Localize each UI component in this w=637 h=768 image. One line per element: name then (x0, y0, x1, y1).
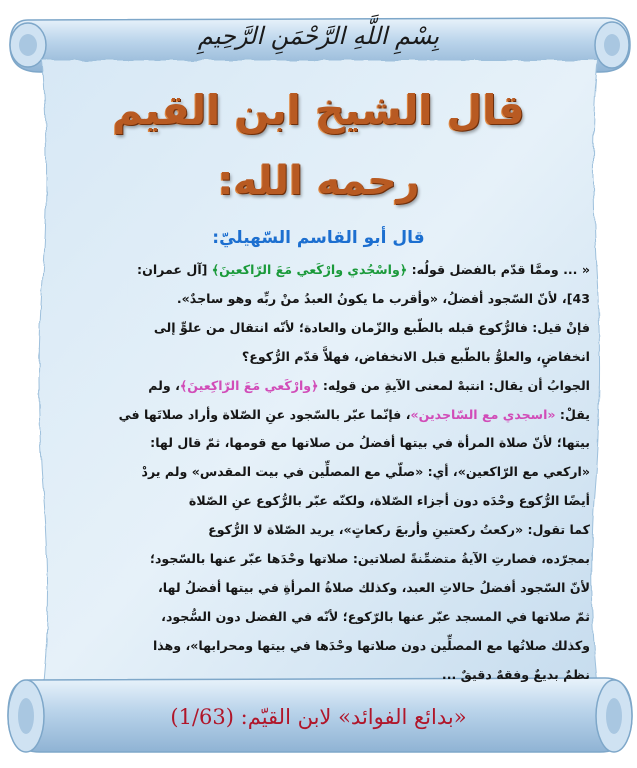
line-text: ، ولم (148, 377, 180, 393)
line-text: « ... وممَّا قدّم بالفضل قولُه: (407, 262, 590, 277)
source-citation: «بدائع الفوائد» لابن القيّم: (1/63) (170, 705, 467, 729)
quote-line (48, 661, 590, 690)
quote-line (48, 372, 590, 401)
line-text: «اركعي مع الرّاكعين»، أي: «صلّي مع المصلِّين في بيت المقدس» ولم يردْ (141, 464, 590, 480)
quote-line (48, 314, 590, 343)
line-text: كما تقول: «ركعتُ ركعتينِ وأربعَ ركعاتٍ»، يريد الصّلاة لا الرُّكوع (208, 522, 590, 538)
line-text: [آل عمران: (137, 262, 212, 277)
quote-line (48, 285, 590, 314)
quote-line (48, 516, 590, 545)
quote-body (48, 256, 590, 690)
line-text: بيتها؛ لأنّ صلاة المرأة في بيتها أفضلُ من صلاتها مع قومها، ثمّ قال لها: (150, 435, 590, 451)
line-text: ، فإنّما عبّر بالسّجود عنِ الصّلاة وأراد صلاتَها في (118, 406, 411, 422)
page-subtitle: رحمه الله: (217, 158, 420, 204)
highlighted-quote: «اسجدي مع السّاجدين» (410, 406, 556, 422)
line-text: فإنْ قيل: فالرُّكوع قبله بالطّبع والزّمان والعادة؛ لأنّه انتقال من علوٍّ إلى (153, 319, 590, 335)
quote-line (48, 487, 590, 516)
quote-line (48, 574, 590, 603)
quote-line (48, 545, 590, 574)
line-text: نظمٌ بديعٌ وفقهٌ دقيقٌ ... (441, 666, 590, 682)
page-title: قال الشيخ ابن القيم (112, 86, 525, 134)
line-text: الجوابُ أن يقال: انتبهْ لمعنى الآيةِ من قولِه: (318, 377, 590, 393)
quote-line (48, 632, 590, 661)
quote-line (48, 603, 590, 632)
speaker-heading: قال أبو القاسم السّهيليّ: (212, 228, 425, 248)
line-text: لأنّ السّجود أفضلُ حالاتِ العبد، وكذلك صلاةُ المرأةِ في بيتها أفضلُ لها، (158, 579, 590, 595)
quote-line (48, 429, 590, 458)
line-text: أيضًا الرُّكوع وحْدَه دون أجزاء الصّلاة، ولكنّه عبّر بالرُّكوع عنِ الصّلاة (188, 493, 590, 509)
quote-line (48, 343, 590, 372)
line-text: يقلْ: (555, 406, 590, 422)
quote-line (48, 458, 590, 487)
bismillah-calligraphy: بِسْمِ اللَّهِ الرَّحْمَنِ الرَّحِيمِ (197, 22, 440, 50)
highlighted-quote: ﴿وارْكَعي مَعَ الرّاكِعينَ﴾ (179, 377, 319, 393)
quote-line (48, 256, 590, 285)
line-text: انخفاضٍ، والعلوُّ بالطّبع قبل الانخفاض، فهلاَّ قدّم الرُّكوع؟ (241, 348, 590, 364)
quote-line (48, 401, 590, 430)
line-text: وكذلك صلاتُها مع المصلِّين دون صلاتها وحْدَها في بيتها ومحرابها»، وهذا (152, 637, 590, 653)
line-text: 43]، لأنّ السّجود أفضلُ، «وأقرب ما يكونُ العبدُ منْ ربِّه وهو ساجدٌ». (176, 290, 590, 306)
quran-verse: ﴿واسْجُدي وارْكَعي مَعَ الرّاكعينَ﴾ (211, 262, 408, 277)
line-text: ثمّ صلاتها في المسجد عبّر عنها بالرّكوع؛ لأنّه في الفضل دون السُّجود، (161, 608, 590, 624)
line-text: بمجرّده، فصارتِ الآيةُ متضمِّنةً لصلاتين: صلاتها وحْدَها عبّر عنها بالسّجود؛ (149, 551, 590, 567)
